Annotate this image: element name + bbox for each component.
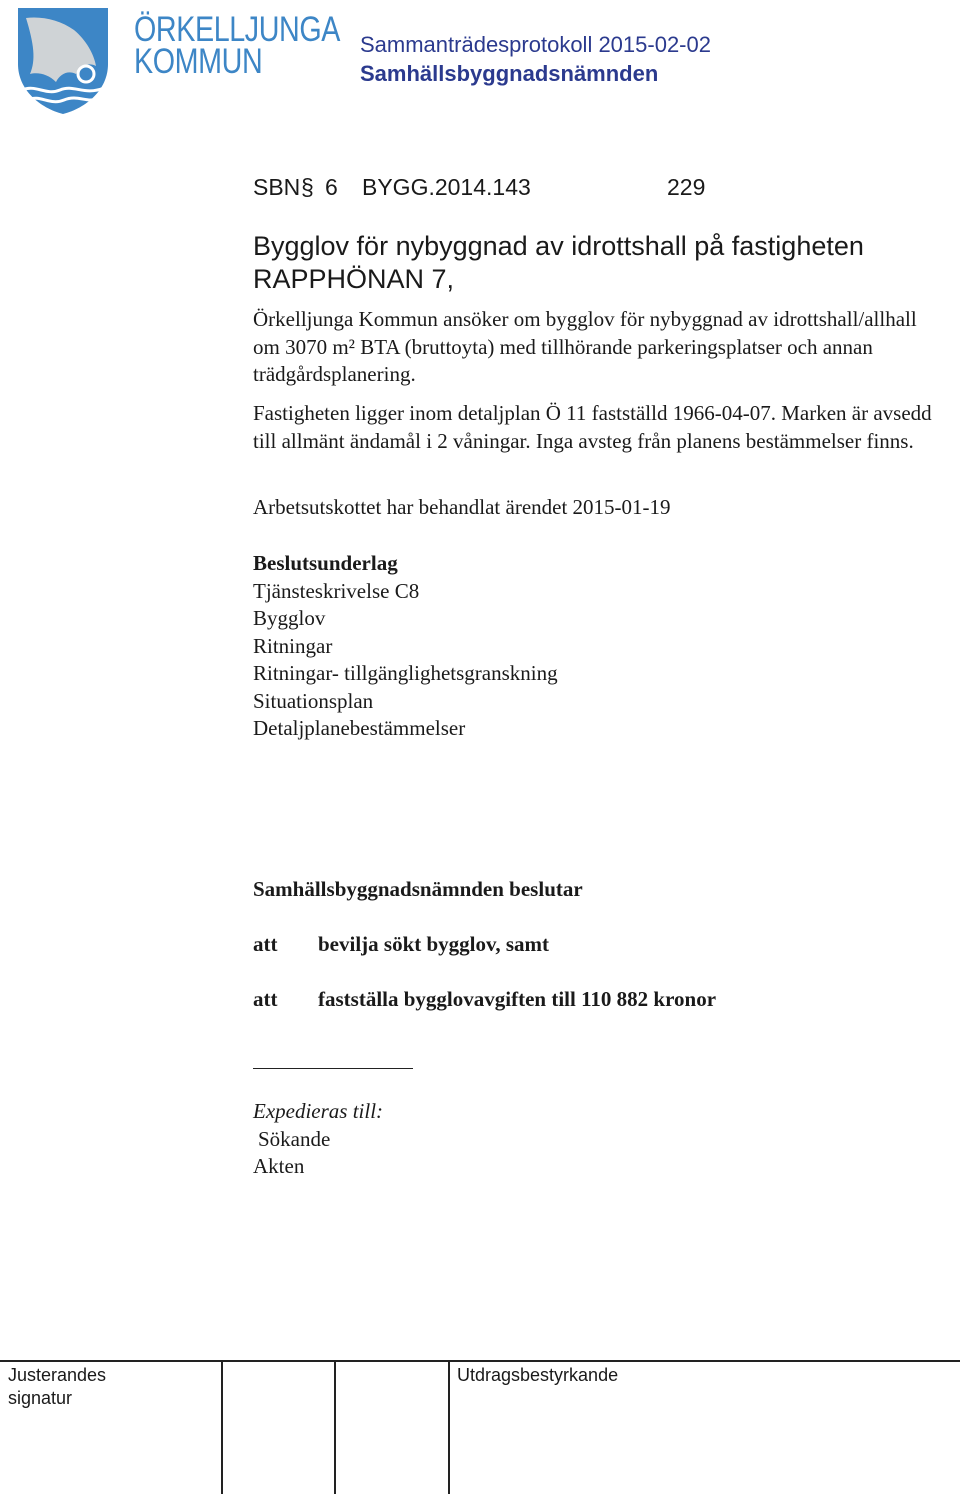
decision-basis bbox=[253, 550, 558, 743]
protocol-title: Sammanträdesprotokoll 2015-02-02 bbox=[360, 32, 711, 57]
footer-cell-divider bbox=[448, 1362, 450, 1494]
decision-item: fastställa bygglovavgiften till 110 882 kronor bbox=[318, 987, 717, 1011]
decision-heading: Samhällsbyggnadsnämnden beslutar bbox=[253, 877, 583, 901]
committee-name: Samhällsbyggnadsnämnden bbox=[360, 61, 659, 86]
basis-item: Ritningar- tillgänglighetsgranskning bbox=[253, 661, 558, 685]
separator-line bbox=[253, 1068, 413, 1069]
decision-prefix: att bbox=[253, 987, 278, 1011]
municipality-logo bbox=[16, 4, 341, 120]
decision-prefix: att bbox=[253, 932, 278, 956]
footer-cell-divider bbox=[221, 1362, 223, 1494]
coat-of-arms-icon bbox=[16, 4, 112, 116]
basis-item: Tjänsteskrivelse C8 bbox=[253, 578, 420, 603]
reference-sbn: SBN bbox=[253, 174, 301, 200]
basis-item: Situationsplan bbox=[253, 688, 374, 713]
signature-label-line2: signatur bbox=[8, 1388, 73, 1408]
dispatch-item: Akten bbox=[253, 1154, 305, 1178]
committee-paragraph: Arbetsutskottet har behandlat ärendet 2015-01-19 bbox=[253, 495, 671, 519]
logo-text-line1: ÖRKELLJUNGA bbox=[134, 10, 341, 49]
basis-item: Bygglov bbox=[253, 606, 326, 630]
signature-label bbox=[8, 1364, 106, 1410]
certification-label: Utdragsbestyrkande bbox=[457, 1365, 619, 1385]
application-paragraph: Örkelljunga Kommun ansöker om bygglov för nybyggnad av idrottshall/allhall om 3070 m² BTA (bruttoyta) med tillhörande parkeringsplatser och annan trädgårdsplanering. bbox=[253, 307, 917, 386]
logo-text-line2: KOMMUN bbox=[134, 42, 263, 81]
dispatch-label: Expedieras till: bbox=[253, 1099, 384, 1123]
footer-cell-divider bbox=[334, 1362, 336, 1494]
decision-basis-heading: Beslutsunderlag bbox=[253, 551, 398, 575]
reference-number: 6 bbox=[325, 174, 338, 200]
decision-item: bevilja sökt bygglov, samt bbox=[318, 932, 550, 956]
basis-item: Detaljplanebestämmelser bbox=[253, 716, 466, 740]
dispatch-item: Sökande bbox=[258, 1126, 331, 1151]
dispatch-list bbox=[253, 1098, 383, 1181]
reference-case-number: BYGG.2014.143 bbox=[362, 174, 531, 200]
page-number: 229 bbox=[667, 174, 706, 200]
signature-label-line1: Justerandes bbox=[8, 1365, 107, 1385]
case-heading: Bygglov för nybyggnad av idrottshall på fastigheten RAPPHÖNAN 7, bbox=[253, 231, 864, 294]
plan-paragraph: Fastigheten ligger inom detaljplan Ö 11 fastställd 1966-04-07. Marken är avsedd till allmänt ändamål i 2 våningar. Inga avsteg från planens bestämmelser finns. bbox=[253, 401, 932, 453]
footer-rule bbox=[0, 1360, 960, 1362]
reference-section-sign: § bbox=[301, 174, 314, 200]
basis-item: Ritningar bbox=[253, 633, 333, 658]
